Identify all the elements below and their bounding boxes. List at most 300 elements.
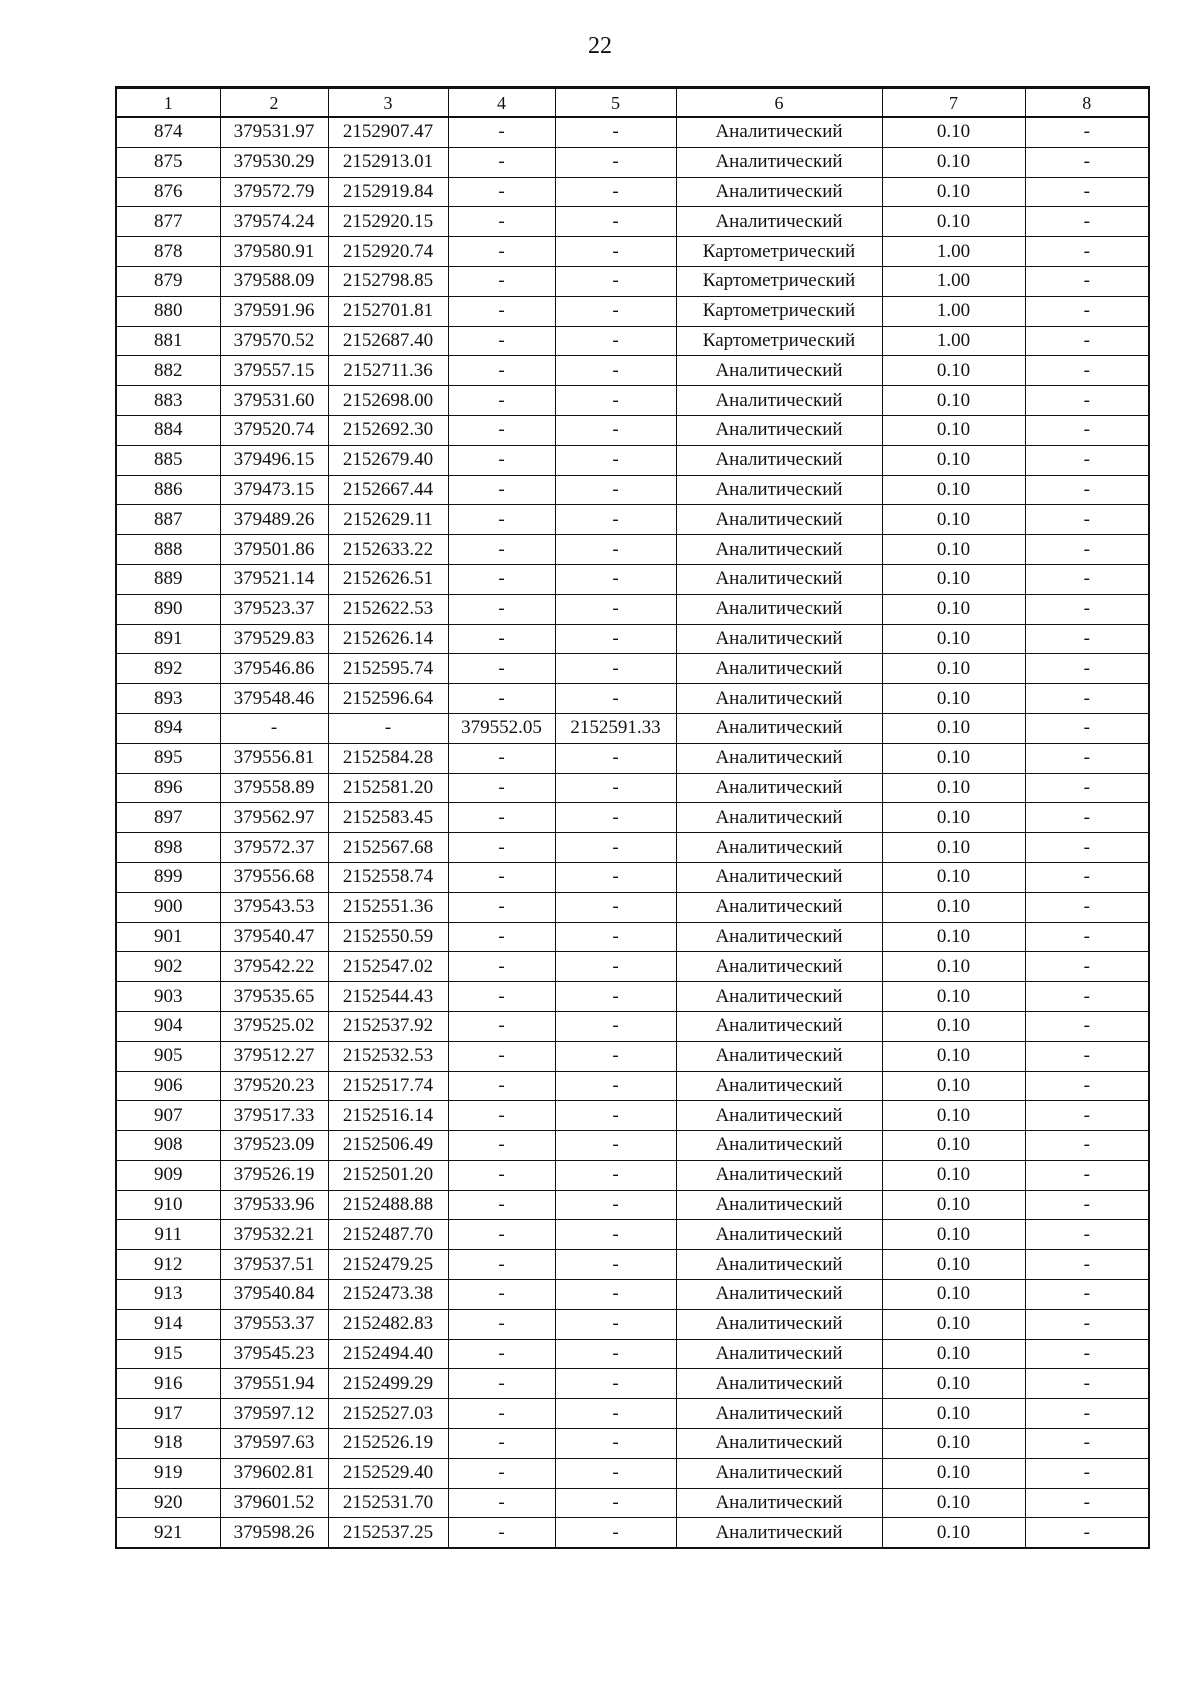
- y-new-coordinate-cell: -: [555, 1518, 676, 1548]
- point-number-cell: 905: [116, 1041, 220, 1071]
- accuracy-cell: 0.10: [882, 922, 1025, 952]
- y-new-coordinate-cell: -: [555, 207, 676, 237]
- x-coordinate-cell: 379473.15: [220, 475, 328, 505]
- y-coordinate-cell: 2152501.20: [328, 1160, 448, 1190]
- point-number-cell: 921: [116, 1518, 220, 1548]
- x-coordinate-cell: 379557.15: [220, 356, 328, 386]
- method-cell: Картометрический: [676, 296, 882, 326]
- table-row: [116, 892, 1149, 922]
- method-cell: Аналитический: [676, 654, 882, 684]
- column-header: 5: [555, 88, 676, 118]
- x-new-coordinate-cell: -: [448, 1280, 555, 1310]
- table-row: [116, 1429, 1149, 1459]
- x-new-coordinate-cell: -: [448, 117, 555, 147]
- note-cell: -: [1025, 1041, 1149, 1071]
- y-new-coordinate-cell: -: [555, 356, 676, 386]
- y-coordinate-cell: 2152567.68: [328, 833, 448, 863]
- accuracy-cell: 0.10: [882, 117, 1025, 147]
- table-row: [116, 1041, 1149, 1071]
- note-cell: -: [1025, 862, 1149, 892]
- point-number-cell: 883: [116, 386, 220, 416]
- accuracy-cell: 0.10: [882, 475, 1025, 505]
- accuracy-cell: 0.10: [882, 1488, 1025, 1518]
- point-number-cell: 899: [116, 862, 220, 892]
- method-cell: Аналитический: [676, 207, 882, 237]
- y-new-coordinate-cell: -: [555, 415, 676, 445]
- method-cell: Аналитический: [676, 803, 882, 833]
- table-row: [116, 117, 1149, 147]
- method-cell: Картометрический: [676, 326, 882, 356]
- x-new-coordinate-cell: -: [448, 445, 555, 475]
- method-cell: Аналитический: [676, 594, 882, 624]
- x-coordinate-cell: 379601.52: [220, 1488, 328, 1518]
- point-number-cell: 893: [116, 684, 220, 714]
- point-number-cell: 898: [116, 833, 220, 863]
- x-new-coordinate-cell: -: [448, 624, 555, 654]
- y-coordinate-cell: 2152622.53: [328, 594, 448, 624]
- note-cell: -: [1025, 1220, 1149, 1250]
- y-coordinate-cell: 2152701.81: [328, 296, 448, 326]
- table-row: [116, 207, 1149, 237]
- y-new-coordinate-cell: -: [555, 177, 676, 207]
- x-coordinate-cell: 379540.47: [220, 922, 328, 952]
- x-new-coordinate-cell: -: [448, 803, 555, 833]
- y-new-coordinate-cell: -: [555, 1280, 676, 1310]
- x-new-coordinate-cell: -: [448, 1429, 555, 1459]
- table-row: [116, 1458, 1149, 1488]
- note-cell: -: [1025, 564, 1149, 594]
- point-number-cell: 876: [116, 177, 220, 207]
- table-row: [116, 1101, 1149, 1131]
- accuracy-cell: 0.10: [882, 1399, 1025, 1429]
- y-coordinate-cell: 2152595.74: [328, 654, 448, 684]
- x-new-coordinate-cell: -: [448, 952, 555, 982]
- table-row: [116, 1280, 1149, 1310]
- x-new-coordinate-cell: -: [448, 1160, 555, 1190]
- x-coordinate-cell: 379496.15: [220, 445, 328, 475]
- x-coordinate-cell: 379602.81: [220, 1458, 328, 1488]
- y-new-coordinate-cell: -: [555, 266, 676, 296]
- accuracy-cell: 0.10: [882, 1280, 1025, 1310]
- accuracy-cell: 0.10: [882, 415, 1025, 445]
- table-row: [116, 564, 1149, 594]
- note-cell: -: [1025, 803, 1149, 833]
- accuracy-cell: 0.10: [882, 773, 1025, 803]
- y-new-coordinate-cell: -: [555, 1131, 676, 1161]
- y-new-coordinate-cell: -: [555, 505, 676, 535]
- x-coordinate-cell: 379591.96: [220, 296, 328, 326]
- accuracy-cell: 0.10: [882, 982, 1025, 1012]
- point-number-cell: 906: [116, 1071, 220, 1101]
- y-new-coordinate-cell: -: [555, 1011, 676, 1041]
- method-cell: Аналитический: [676, 1399, 882, 1429]
- y-coordinate-cell: 2152798.85: [328, 266, 448, 296]
- method-cell: Аналитический: [676, 1101, 882, 1131]
- y-coordinate-cell: 2152596.64: [328, 684, 448, 714]
- table-row: [116, 415, 1149, 445]
- table-row: [116, 1399, 1149, 1429]
- accuracy-cell: 1.00: [882, 237, 1025, 267]
- note-cell: -: [1025, 147, 1149, 177]
- table-row: [116, 1488, 1149, 1518]
- accuracy-cell: 0.10: [882, 177, 1025, 207]
- y-coordinate-cell: 2152711.36: [328, 356, 448, 386]
- y-new-coordinate-cell: -: [555, 773, 676, 803]
- accuracy-cell: 0.10: [882, 1071, 1025, 1101]
- x-new-coordinate-cell: -: [448, 386, 555, 416]
- method-cell: Аналитический: [676, 147, 882, 177]
- point-number-cell: 886: [116, 475, 220, 505]
- point-number-cell: 890: [116, 594, 220, 624]
- x-new-coordinate-cell: -: [448, 1518, 555, 1548]
- table-row: [116, 743, 1149, 773]
- y-new-coordinate-cell: -: [555, 1190, 676, 1220]
- y-coordinate-cell: 2152633.22: [328, 535, 448, 565]
- x-coordinate-cell: 379532.21: [220, 1220, 328, 1250]
- x-new-coordinate-cell: -: [448, 326, 555, 356]
- accuracy-cell: 0.10: [882, 1518, 1025, 1548]
- x-coordinate-cell: 379551.94: [220, 1369, 328, 1399]
- point-number-cell: 912: [116, 1250, 220, 1280]
- x-new-coordinate-cell: -: [448, 1101, 555, 1131]
- y-coordinate-cell: 2152667.44: [328, 475, 448, 505]
- accuracy-cell: 1.00: [882, 296, 1025, 326]
- x-new-coordinate-cell: -: [448, 147, 555, 177]
- column-header: 1: [116, 88, 220, 118]
- method-cell: Аналитический: [676, 1280, 882, 1310]
- x-new-coordinate-cell: -: [448, 266, 555, 296]
- x-coordinate-cell: 379517.33: [220, 1101, 328, 1131]
- y-coordinate-cell: 2152558.74: [328, 862, 448, 892]
- note-cell: -: [1025, 266, 1149, 296]
- x-new-coordinate-cell: 379552.05: [448, 713, 555, 743]
- y-new-coordinate-cell: -: [555, 1399, 676, 1429]
- accuracy-cell: 1.00: [882, 266, 1025, 296]
- method-cell: Аналитический: [676, 1190, 882, 1220]
- table-row: [116, 1250, 1149, 1280]
- y-new-coordinate-cell: -: [555, 1160, 676, 1190]
- coordinates-table: [115, 86, 1150, 1549]
- table-row: [116, 1518, 1149, 1548]
- accuracy-cell: 1.00: [882, 326, 1025, 356]
- point-number-cell: 888: [116, 535, 220, 565]
- column-header: 8: [1025, 88, 1149, 118]
- point-number-cell: 879: [116, 266, 220, 296]
- point-number-cell: 900: [116, 892, 220, 922]
- point-number-cell: 907: [116, 1101, 220, 1131]
- x-new-coordinate-cell: -: [448, 1041, 555, 1071]
- y-new-coordinate-cell: -: [555, 1071, 676, 1101]
- x-new-coordinate-cell: -: [448, 743, 555, 773]
- y-coordinate-cell: 2152581.20: [328, 773, 448, 803]
- point-number-cell: 919: [116, 1458, 220, 1488]
- y-new-coordinate-cell: -: [555, 684, 676, 714]
- y-new-coordinate-cell: -: [555, 1458, 676, 1488]
- y-new-coordinate-cell: -: [555, 1250, 676, 1280]
- table-row: [116, 862, 1149, 892]
- x-new-coordinate-cell: -: [448, 1071, 555, 1101]
- accuracy-cell: 0.10: [882, 356, 1025, 386]
- y-coordinate-cell: 2152551.36: [328, 892, 448, 922]
- note-cell: -: [1025, 1160, 1149, 1190]
- point-number-cell: 877: [116, 207, 220, 237]
- y-coordinate-cell: 2152527.03: [328, 1399, 448, 1429]
- x-new-coordinate-cell: -: [448, 475, 555, 505]
- point-number-cell: 916: [116, 1369, 220, 1399]
- y-new-coordinate-cell: -: [555, 654, 676, 684]
- x-new-coordinate-cell: -: [448, 415, 555, 445]
- method-cell: Аналитический: [676, 1429, 882, 1459]
- x-coordinate-cell: 379523.09: [220, 1131, 328, 1161]
- y-coordinate-cell: 2152517.74: [328, 1071, 448, 1101]
- y-new-coordinate-cell: -: [555, 564, 676, 594]
- method-cell: Картометрический: [676, 266, 882, 296]
- x-coordinate-cell: 379556.81: [220, 743, 328, 773]
- y-new-coordinate-cell: -: [555, 1339, 676, 1369]
- y-coordinate-cell: 2152913.01: [328, 147, 448, 177]
- point-number-cell: 903: [116, 982, 220, 1012]
- y-coordinate-cell: 2152494.40: [328, 1339, 448, 1369]
- header-row: [116, 88, 1149, 118]
- x-coordinate-cell: 379531.97: [220, 117, 328, 147]
- y-coordinate-cell: 2152629.11: [328, 505, 448, 535]
- note-cell: -: [1025, 1280, 1149, 1310]
- x-coordinate-cell: 379562.97: [220, 803, 328, 833]
- y-coordinate-cell: 2152499.29: [328, 1369, 448, 1399]
- note-cell: -: [1025, 535, 1149, 565]
- x-coordinate-cell: 379548.46: [220, 684, 328, 714]
- method-cell: Аналитический: [676, 773, 882, 803]
- accuracy-cell: 0.10: [882, 1458, 1025, 1488]
- table-row: [116, 1011, 1149, 1041]
- table-row: [116, 237, 1149, 267]
- point-number-cell: 908: [116, 1131, 220, 1161]
- x-new-coordinate-cell: -: [448, 535, 555, 565]
- note-cell: -: [1025, 177, 1149, 207]
- method-cell: Аналитический: [676, 1339, 882, 1369]
- x-new-coordinate-cell: -: [448, 237, 555, 267]
- x-coordinate-cell: 379598.26: [220, 1518, 328, 1548]
- y-new-coordinate-cell: -: [555, 1369, 676, 1399]
- point-number-cell: 891: [116, 624, 220, 654]
- method-cell: Аналитический: [676, 862, 882, 892]
- note-cell: -: [1025, 684, 1149, 714]
- x-new-coordinate-cell: -: [448, 892, 555, 922]
- x-new-coordinate-cell: -: [448, 1339, 555, 1369]
- y-coordinate-cell: 2152532.53: [328, 1041, 448, 1071]
- method-cell: Аналитический: [676, 892, 882, 922]
- table-row: [116, 266, 1149, 296]
- x-new-coordinate-cell: -: [448, 1369, 555, 1399]
- note-cell: -: [1025, 833, 1149, 863]
- table-row: [116, 177, 1149, 207]
- note-cell: -: [1025, 713, 1149, 743]
- x-coordinate-cell: 379489.26: [220, 505, 328, 535]
- note-cell: -: [1025, 207, 1149, 237]
- table-row: [116, 833, 1149, 863]
- method-cell: Аналитический: [676, 743, 882, 773]
- y-coordinate-cell: 2152529.40: [328, 1458, 448, 1488]
- accuracy-cell: 0.10: [882, 624, 1025, 654]
- x-coordinate-cell: 379572.79: [220, 177, 328, 207]
- method-cell: Аналитический: [676, 982, 882, 1012]
- y-new-coordinate-cell: -: [555, 326, 676, 356]
- method-cell: Аналитический: [676, 415, 882, 445]
- accuracy-cell: 0.10: [882, 1309, 1025, 1339]
- y-new-coordinate-cell: -: [555, 803, 676, 833]
- point-number-cell: 913: [116, 1280, 220, 1310]
- table-row: [116, 1220, 1149, 1250]
- y-new-coordinate-cell: -: [555, 445, 676, 475]
- x-new-coordinate-cell: -: [448, 564, 555, 594]
- method-cell: Аналитический: [676, 1250, 882, 1280]
- table-row: [116, 952, 1149, 982]
- x-coordinate-cell: 379501.86: [220, 535, 328, 565]
- accuracy-cell: 0.10: [882, 564, 1025, 594]
- y-new-coordinate-cell: -: [555, 1220, 676, 1250]
- accuracy-cell: 0.10: [882, 803, 1025, 833]
- y-new-coordinate-cell: -: [555, 535, 676, 565]
- x-coordinate-cell: -: [220, 713, 328, 743]
- y-new-coordinate-cell: -: [555, 1101, 676, 1131]
- y-new-coordinate-cell: -: [555, 1488, 676, 1518]
- x-coordinate-cell: 379556.68: [220, 862, 328, 892]
- table-row: [116, 1131, 1149, 1161]
- y-new-coordinate-cell: -: [555, 952, 676, 982]
- table-row: [116, 713, 1149, 743]
- note-cell: -: [1025, 952, 1149, 982]
- method-cell: Аналитический: [676, 505, 882, 535]
- x-coordinate-cell: 379540.84: [220, 1280, 328, 1310]
- y-coordinate-cell: 2152919.84: [328, 177, 448, 207]
- method-cell: Аналитический: [676, 1011, 882, 1041]
- accuracy-cell: 0.10: [882, 505, 1025, 535]
- x-new-coordinate-cell: -: [448, 356, 555, 386]
- y-coordinate-cell: 2152626.51: [328, 564, 448, 594]
- x-new-coordinate-cell: -: [448, 177, 555, 207]
- note-cell: -: [1025, 1071, 1149, 1101]
- point-number-cell: 880: [116, 296, 220, 326]
- point-number-cell: 917: [116, 1399, 220, 1429]
- x-new-coordinate-cell: -: [448, 1399, 555, 1429]
- note-cell: -: [1025, 743, 1149, 773]
- point-number-cell: 910: [116, 1190, 220, 1220]
- note-cell: -: [1025, 237, 1149, 267]
- y-coordinate-cell: 2152907.47: [328, 117, 448, 147]
- accuracy-cell: 0.10: [882, 654, 1025, 684]
- y-new-coordinate-cell: 2152591.33: [555, 713, 676, 743]
- y-coordinate-cell: 2152550.59: [328, 922, 448, 952]
- method-cell: Аналитический: [676, 535, 882, 565]
- note-cell: -: [1025, 1131, 1149, 1161]
- x-coordinate-cell: 379520.74: [220, 415, 328, 445]
- method-cell: Аналитический: [676, 475, 882, 505]
- column-header: 6: [676, 88, 882, 118]
- y-coordinate-cell: 2152488.88: [328, 1190, 448, 1220]
- note-cell: -: [1025, 773, 1149, 803]
- x-coordinate-cell: 379525.02: [220, 1011, 328, 1041]
- point-number-cell: 896: [116, 773, 220, 803]
- note-cell: -: [1025, 1190, 1149, 1220]
- y-coordinate-cell: 2152526.19: [328, 1429, 448, 1459]
- x-new-coordinate-cell: -: [448, 207, 555, 237]
- method-cell: Аналитический: [676, 1369, 882, 1399]
- note-cell: -: [1025, 296, 1149, 326]
- y-new-coordinate-cell: -: [555, 296, 676, 326]
- table-row: [116, 922, 1149, 952]
- note-cell: -: [1025, 982, 1149, 1012]
- accuracy-cell: 0.10: [882, 1160, 1025, 1190]
- point-number-cell: 904: [116, 1011, 220, 1041]
- x-coordinate-cell: 379570.52: [220, 326, 328, 356]
- y-coordinate-cell: 2152531.70: [328, 1488, 448, 1518]
- x-new-coordinate-cell: -: [448, 833, 555, 863]
- note-cell: -: [1025, 1369, 1149, 1399]
- note-cell: -: [1025, 594, 1149, 624]
- note-cell: -: [1025, 386, 1149, 416]
- point-number-cell: 918: [116, 1429, 220, 1459]
- x-coordinate-cell: 379520.23: [220, 1071, 328, 1101]
- method-cell: Аналитический: [676, 833, 882, 863]
- accuracy-cell: 0.10: [882, 1220, 1025, 1250]
- table-row: [116, 475, 1149, 505]
- accuracy-cell: 0.10: [882, 1041, 1025, 1071]
- table-row: [116, 624, 1149, 654]
- x-coordinate-cell: 379537.51: [220, 1250, 328, 1280]
- point-number-cell: 894: [116, 713, 220, 743]
- table-row: [116, 773, 1149, 803]
- note-cell: -: [1025, 1429, 1149, 1459]
- column-header: 4: [448, 88, 555, 118]
- note-cell: -: [1025, 654, 1149, 684]
- y-new-coordinate-cell: -: [555, 117, 676, 147]
- method-cell: Картометрический: [676, 237, 882, 267]
- x-coordinate-cell: 379542.22: [220, 952, 328, 982]
- y-coordinate-cell: 2152920.15: [328, 207, 448, 237]
- accuracy-cell: 0.10: [882, 207, 1025, 237]
- point-number-cell: 895: [116, 743, 220, 773]
- accuracy-cell: 0.10: [882, 1339, 1025, 1369]
- x-new-coordinate-cell: -: [448, 1220, 555, 1250]
- table-row: [116, 982, 1149, 1012]
- x-new-coordinate-cell: -: [448, 1131, 555, 1161]
- accuracy-cell: 0.10: [882, 892, 1025, 922]
- accuracy-cell: 0.10: [882, 862, 1025, 892]
- note-cell: -: [1025, 505, 1149, 535]
- point-number-cell: 885: [116, 445, 220, 475]
- point-number-cell: 920: [116, 1488, 220, 1518]
- method-cell: Аналитический: [676, 1488, 882, 1518]
- y-coordinate-cell: 2152544.43: [328, 982, 448, 1012]
- y-coordinate-cell: 2152473.38: [328, 1280, 448, 1310]
- column-header: 2: [220, 88, 328, 118]
- x-new-coordinate-cell: -: [448, 296, 555, 326]
- table-body: [116, 117, 1149, 1548]
- y-coordinate-cell: 2152516.14: [328, 1101, 448, 1131]
- x-new-coordinate-cell: -: [448, 684, 555, 714]
- note-cell: -: [1025, 892, 1149, 922]
- x-new-coordinate-cell: -: [448, 594, 555, 624]
- accuracy-cell: 0.10: [882, 952, 1025, 982]
- table-row: [116, 1071, 1149, 1101]
- column-header: 3: [328, 88, 448, 118]
- x-coordinate-cell: 379512.27: [220, 1041, 328, 1071]
- note-cell: -: [1025, 1488, 1149, 1518]
- note-cell: -: [1025, 922, 1149, 952]
- x-coordinate-cell: 379529.83: [220, 624, 328, 654]
- point-number-cell: 897: [116, 803, 220, 833]
- accuracy-cell: 0.10: [882, 445, 1025, 475]
